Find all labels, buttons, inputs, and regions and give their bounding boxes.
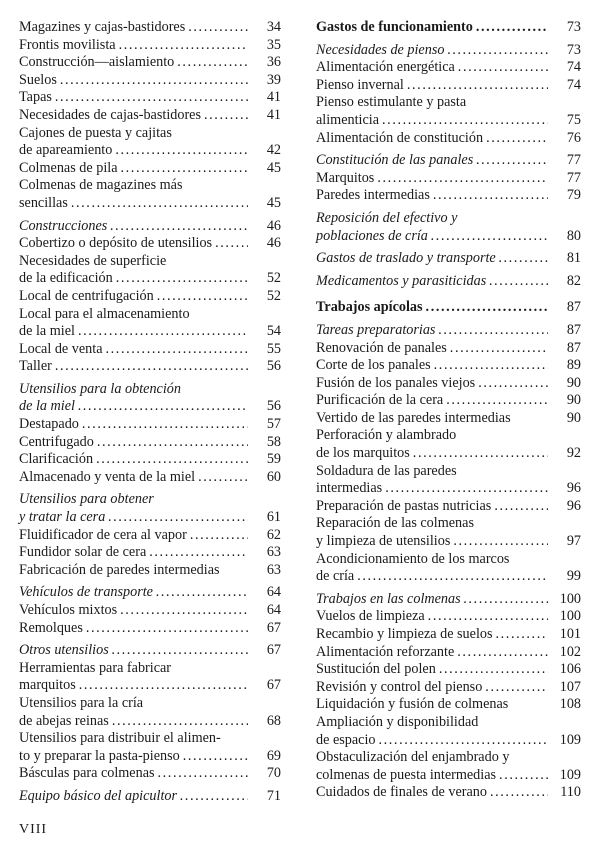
toc-entry-title: Alimentación de constitución bbox=[316, 129, 484, 146]
dot-leader bbox=[177, 54, 248, 72]
toc-entry bbox=[316, 299, 581, 317]
toc-page-number: 106 bbox=[559, 661, 581, 678]
toc-entry-title: Renovación de panales bbox=[316, 339, 447, 356]
toc-entry bbox=[316, 130, 581, 148]
dot-leader bbox=[180, 788, 248, 806]
toc-page-number: 108 bbox=[559, 696, 581, 713]
toc-page-number: 90 bbox=[566, 409, 581, 426]
toc-entry bbox=[19, 381, 281, 416]
toc-entry-title: de la edificación bbox=[19, 270, 113, 287]
toc-entry-title: Herramientas para fabricar bbox=[19, 659, 172, 676]
dot-leader bbox=[486, 130, 548, 148]
toc-entry bbox=[19, 358, 281, 376]
toc-page-number: 36 bbox=[266, 54, 281, 71]
dot-leader bbox=[110, 218, 248, 236]
toc-page-number: 35 bbox=[266, 36, 281, 53]
toc-entry bbox=[19, 730, 281, 765]
dot-leader bbox=[453, 533, 548, 551]
toc-page-number: 90 bbox=[566, 374, 581, 391]
dot-leader bbox=[204, 107, 248, 125]
toc-page-number: 75 bbox=[566, 111, 581, 128]
dot-leader bbox=[357, 568, 548, 586]
toc-page-number: 56 bbox=[266, 398, 281, 415]
dot-leader bbox=[433, 187, 548, 205]
toc-entry-title: Magazines y cajas-bastidores bbox=[19, 19, 186, 35]
toc-entry bbox=[19, 491, 281, 526]
toc-entry bbox=[316, 714, 581, 749]
dot-leader bbox=[188, 19, 248, 37]
toc-entry-title: Obstaculización del enjambrado y bbox=[316, 749, 510, 766]
toc-entry-title: Tapas bbox=[19, 89, 52, 106]
toc-page-number: 34 bbox=[266, 19, 281, 35]
toc-entry bbox=[316, 375, 581, 393]
toc-entry-title: Fusión de los panales viejos bbox=[316, 374, 476, 391]
toc-entry-title: Colmenas de magazines más bbox=[19, 177, 183, 194]
toc-entry-title: y limpieza de utensilios bbox=[316, 533, 451, 550]
toc-entry bbox=[19, 341, 281, 359]
toc-entry bbox=[19, 218, 281, 236]
toc-entry bbox=[316, 696, 581, 714]
toc-entry-title: Utensilios para la cría bbox=[19, 694, 144, 711]
toc-page-number: 52 bbox=[266, 287, 281, 304]
toc-entry-title: Trabajos en las colmenas bbox=[316, 590, 461, 607]
toc-entry bbox=[19, 660, 281, 695]
toc-page-number: 41 bbox=[266, 89, 281, 106]
toc-entry-title: Utensilios para la obtención bbox=[19, 380, 181, 397]
dot-leader bbox=[464, 591, 548, 609]
toc-entry-title: sencillas bbox=[19, 194, 68, 211]
toc-entry-title: Paredes intermedias bbox=[316, 187, 430, 204]
toc-entry-title: Suelos bbox=[19, 71, 57, 88]
toc-entry-title: Utensilios para obtener bbox=[19, 491, 154, 508]
dot-leader bbox=[183, 748, 248, 766]
dot-leader bbox=[120, 602, 248, 620]
toc-entry-title: colmenas de puesta intermedias bbox=[316, 766, 497, 783]
toc-page-number: 59 bbox=[266, 451, 281, 468]
toc-entry-title: Ampliación y disponibilidad bbox=[316, 713, 479, 730]
toc-page-number: 87 bbox=[566, 321, 581, 338]
toc-page-number: 73 bbox=[566, 41, 581, 58]
toc-entry bbox=[19, 451, 281, 469]
toc-entry bbox=[316, 19, 581, 37]
toc-entry bbox=[316, 187, 581, 205]
toc-left-column bbox=[19, 19, 281, 806]
toc-page-number: 92 bbox=[566, 445, 581, 462]
dot-leader bbox=[112, 713, 248, 731]
dot-leader bbox=[457, 644, 548, 662]
toc-entry-title: Purificación de la cera bbox=[316, 392, 444, 409]
toc-entry bbox=[316, 77, 581, 95]
toc-entry bbox=[19, 235, 281, 253]
toc-page-number: 46 bbox=[266, 235, 281, 252]
toc-entry bbox=[316, 410, 581, 428]
dot-leader bbox=[431, 228, 548, 246]
toc-entry-title: Cuidados de finales de verano bbox=[316, 784, 487, 801]
dot-leader bbox=[413, 445, 548, 463]
toc-entry bbox=[316, 427, 581, 462]
toc-page-number: 71 bbox=[266, 787, 281, 804]
toc-entry-title: Trabajos apícolas bbox=[316, 299, 423, 316]
dot-leader bbox=[446, 392, 548, 410]
dot-leader bbox=[407, 77, 548, 95]
dot-leader bbox=[149, 544, 248, 562]
toc-entry-title: Centrifugado bbox=[19, 433, 94, 450]
toc-page-number: 101 bbox=[559, 626, 581, 642]
dot-leader bbox=[108, 509, 248, 527]
dot-leader bbox=[115, 142, 248, 160]
toc-entry-title: Local de centrifugación bbox=[19, 287, 154, 304]
dot-leader bbox=[438, 322, 548, 340]
dot-leader bbox=[78, 398, 248, 416]
toc-page-number: 46 bbox=[266, 217, 281, 234]
toc-page-number: 42 bbox=[266, 142, 281, 159]
toc-entry-title: Soldadura de las paredes bbox=[316, 462, 457, 479]
toc-entry-title: Liquidación y fusión de colmenas bbox=[316, 696, 509, 713]
toc-entry-title: Tareas preparatorias bbox=[316, 321, 436, 338]
toc-entry-title: Sustitución del polen bbox=[316, 661, 436, 678]
toc-page-number: 90 bbox=[566, 392, 581, 409]
toc-entry-title: poblaciones de cría bbox=[316, 227, 428, 244]
toc-entry bbox=[19, 177, 281, 212]
toc-entry bbox=[19, 602, 281, 620]
toc-entry-title: Necesidades de cajas-bastidores bbox=[19, 106, 201, 123]
toc-page-number: 67 bbox=[266, 642, 281, 659]
dot-leader bbox=[458, 59, 548, 77]
dot-leader bbox=[119, 37, 248, 55]
toc-page-number: 74 bbox=[566, 59, 581, 76]
dot-leader bbox=[86, 620, 248, 638]
toc-entry-title: Fabricación de paredes intermedias bbox=[19, 561, 220, 578]
toc-page-number: 77 bbox=[566, 152, 581, 169]
dot-leader bbox=[476, 19, 548, 37]
toc-entry bbox=[19, 562, 281, 580]
toc-page-number: 82 bbox=[566, 272, 581, 289]
dot-leader bbox=[378, 732, 548, 750]
toc-page-number: 77 bbox=[566, 169, 581, 186]
toc-entry-title: Vuelos de limpieza bbox=[316, 608, 425, 625]
toc-entry-title: de abejas reinas bbox=[19, 712, 109, 729]
toc-entry-title: Necesidades de pienso bbox=[316, 41, 445, 58]
toc-entry bbox=[316, 357, 581, 375]
toc-entry-title: Reparación de las colmenas bbox=[316, 515, 474, 532]
toc-page-number: 45 bbox=[266, 159, 281, 176]
toc-entry-title: Constitución de las panales bbox=[316, 152, 474, 169]
toc-entry bbox=[19, 306, 281, 341]
toc-page-number: 55 bbox=[266, 340, 281, 357]
toc-entry-title: Pienso estimulante y pasta bbox=[316, 94, 467, 111]
toc-entry-title: Local para el almacenamiento bbox=[19, 305, 190, 322]
toc-entry-title: Vehículos de transporte bbox=[19, 584, 153, 601]
toc-entry bbox=[19, 37, 281, 55]
toc-page-number: 89 bbox=[566, 357, 581, 374]
toc-entry bbox=[19, 54, 281, 72]
toc-page-number: 100 bbox=[559, 608, 581, 625]
toc-entry-title: Almacenado y venta de la miel bbox=[19, 468, 196, 485]
toc-page-number: 109 bbox=[559, 766, 581, 783]
toc-entry-title: Marquitos bbox=[316, 169, 375, 186]
toc-entry bbox=[19, 642, 281, 660]
toc-entry-title: Perforación y alambrado bbox=[316, 427, 457, 444]
dot-leader bbox=[157, 288, 248, 306]
toc-entry bbox=[19, 125, 281, 160]
toc-entry bbox=[19, 544, 281, 562]
toc-entry-title: Cobertizo o depósito de utensilios bbox=[19, 235, 213, 252]
toc-entry-title: Básculas para colmenas bbox=[19, 765, 155, 782]
toc-page-number: 61 bbox=[266, 509, 281, 526]
dot-leader bbox=[78, 323, 248, 341]
toc-entry-title: Equipo básico del apicultor bbox=[19, 787, 178, 804]
toc-page-number: 64 bbox=[266, 584, 281, 601]
dot-leader bbox=[71, 195, 248, 213]
dot-leader bbox=[190, 527, 248, 545]
toc-entry-title: Remolques bbox=[19, 619, 83, 636]
toc-entry bbox=[19, 434, 281, 452]
toc-page-number: 97 bbox=[566, 533, 581, 550]
toc-entry bbox=[19, 695, 281, 730]
toc-page-number: 67 bbox=[266, 677, 281, 694]
toc-page-number: 76 bbox=[566, 129, 581, 146]
dot-leader bbox=[60, 72, 248, 90]
toc-page-number: 80 bbox=[566, 227, 581, 244]
toc-entry-title: Clarificación bbox=[19, 451, 94, 468]
toc-entry bbox=[316, 515, 581, 550]
toc-entry bbox=[19, 19, 281, 37]
page-folio: VIII bbox=[19, 822, 48, 837]
dot-leader bbox=[82, 416, 248, 434]
toc-entry bbox=[19, 72, 281, 90]
dot-leader bbox=[489, 273, 548, 291]
dot-leader bbox=[55, 89, 248, 107]
toc-entry bbox=[316, 608, 581, 626]
toc-entry bbox=[316, 626, 581, 644]
toc-entry bbox=[316, 59, 581, 77]
toc-page-number: 74 bbox=[566, 76, 581, 93]
toc-entry-title: Corte de los panales bbox=[316, 357, 431, 374]
toc-page-number: 62 bbox=[266, 526, 281, 543]
toc-page-number: 102 bbox=[559, 643, 581, 660]
dot-leader bbox=[447, 42, 548, 60]
toc-entry-title: Recambio y limpieza de suelos bbox=[316, 626, 493, 642]
toc-entry bbox=[19, 469, 281, 487]
toc-entry-title: Fluidificador de cera al vapor bbox=[19, 526, 187, 543]
toc-entry-title: Local de venta bbox=[19, 340, 103, 357]
dot-leader bbox=[97, 434, 248, 452]
toc-entry bbox=[316, 749, 581, 784]
toc-entry-title: Utensilios para distribuir el alimen- bbox=[19, 730, 221, 747]
toc-entry-title: Preparación de pastas nutricias bbox=[316, 497, 492, 514]
toc-entry-title: y tratar la cera bbox=[19, 509, 106, 526]
toc-entry bbox=[316, 392, 581, 410]
toc-entry-title: alimenticia bbox=[316, 111, 380, 128]
dot-leader bbox=[158, 765, 248, 783]
toc-entry-title: marquitos bbox=[19, 677, 76, 694]
toc-entry bbox=[19, 765, 281, 783]
dot-leader bbox=[198, 469, 248, 487]
toc-entry bbox=[19, 160, 281, 178]
dot-leader bbox=[496, 626, 548, 644]
toc-entry bbox=[19, 788, 281, 806]
toc-page-number: 67 bbox=[266, 619, 281, 636]
toc-page-number: 39 bbox=[266, 71, 281, 88]
toc-right-column bbox=[316, 19, 581, 802]
dot-leader bbox=[112, 642, 248, 660]
toc-entry-title: to y preparar la pasta-pienso bbox=[19, 747, 180, 764]
toc-entry-title: Gastos de traslado y transporte bbox=[316, 250, 496, 267]
toc-entry-title: Otros utensilios bbox=[19, 642, 109, 659]
toc-entry-title: Alimentación reforzante bbox=[316, 643, 455, 660]
toc-entry bbox=[316, 591, 581, 609]
toc-entry-title: intermedias bbox=[316, 480, 383, 497]
toc-entry bbox=[19, 416, 281, 434]
toc-entry-title: Colmenas de pila bbox=[19, 159, 118, 176]
toc-page-number: 64 bbox=[266, 602, 281, 618]
toc-page-number: 81 bbox=[566, 250, 581, 267]
toc-entry bbox=[316, 340, 581, 358]
dot-leader bbox=[106, 341, 248, 359]
toc-entry bbox=[316, 210, 581, 245]
toc-page-number: 79 bbox=[566, 187, 581, 204]
toc-page-number: 109 bbox=[559, 731, 581, 748]
toc-entry-title: de los marquitos bbox=[316, 445, 410, 462]
toc-page-number: 45 bbox=[266, 194, 281, 211]
toc-entry-title: Frontis movilista bbox=[19, 36, 116, 53]
toc-entry-title: Taller bbox=[19, 358, 52, 375]
toc-page-number: 87 bbox=[566, 339, 581, 356]
toc-entry bbox=[316, 273, 581, 291]
dot-leader bbox=[434, 357, 548, 375]
toc-entry-title: Vehículos mixtos bbox=[19, 602, 118, 618]
toc-entry-title: Vertido de las paredes intermedias bbox=[316, 409, 511, 426]
toc-entry-title: Alimentación energética bbox=[316, 59, 455, 76]
dot-leader bbox=[499, 250, 548, 268]
dot-leader bbox=[121, 160, 248, 178]
dot-leader bbox=[96, 451, 248, 469]
toc-entry bbox=[316, 42, 581, 60]
toc-entry bbox=[19, 253, 281, 288]
toc-page-number: 107 bbox=[559, 678, 581, 695]
toc-entry-title: Acondicionamiento de los marcos bbox=[316, 550, 510, 567]
toc-entry bbox=[316, 170, 581, 188]
toc-entry bbox=[19, 288, 281, 306]
toc-page-number: 96 bbox=[566, 497, 581, 514]
toc-entry-title: Construcciones bbox=[19, 217, 108, 234]
toc-entry bbox=[19, 107, 281, 125]
toc-page-number: 54 bbox=[266, 323, 281, 340]
toc-entry-title: Reposición del efectivo y bbox=[316, 209, 458, 226]
toc-entry bbox=[316, 250, 581, 268]
toc-page-number: 63 bbox=[266, 561, 281, 578]
toc-page-number: 58 bbox=[266, 433, 281, 450]
dot-leader bbox=[439, 661, 548, 679]
toc-entry-title: Destapado bbox=[19, 416, 79, 433]
toc-entry bbox=[316, 784, 581, 802]
dot-leader bbox=[79, 677, 248, 695]
toc-entry-title: de cría bbox=[316, 568, 355, 585]
toc-entry-title: Medicamentos y parasiticidas bbox=[316, 272, 487, 289]
toc-entry-title: de la miel bbox=[19, 398, 75, 415]
toc-entry bbox=[316, 661, 581, 679]
toc-page-number: 69 bbox=[266, 747, 281, 764]
toc-page-number: 68 bbox=[266, 712, 281, 729]
dot-leader bbox=[494, 498, 548, 516]
dot-leader bbox=[377, 170, 548, 188]
toc-page-number: 63 bbox=[266, 544, 281, 561]
toc-entry-title: Pienso invernal bbox=[316, 76, 404, 93]
toc-page-number: 57 bbox=[266, 416, 281, 433]
toc-entry bbox=[316, 94, 581, 129]
toc-page-number: 87 bbox=[566, 299, 581, 316]
toc-entry bbox=[316, 322, 581, 340]
toc-entry-title: de espacio bbox=[316, 731, 376, 748]
toc-entry bbox=[19, 620, 281, 638]
toc-entry bbox=[316, 152, 581, 170]
dot-leader bbox=[55, 358, 248, 376]
dot-leader bbox=[116, 270, 248, 288]
toc-page-number: 60 bbox=[266, 468, 281, 485]
toc-entry bbox=[19, 89, 281, 107]
toc-page-number: 100 bbox=[559, 590, 581, 607]
toc-entry-title: Gastos de funcionamiento bbox=[316, 19, 473, 35]
toc-entry-title: Construcción—aislamiento bbox=[19, 54, 175, 71]
dot-leader bbox=[499, 767, 548, 785]
toc-page-number: 99 bbox=[566, 568, 581, 585]
toc-page-number: 56 bbox=[266, 358, 281, 375]
toc-page-number: 41 bbox=[266, 106, 281, 123]
toc-entry bbox=[316, 551, 581, 586]
dot-leader bbox=[490, 784, 548, 802]
toc-entry-title: Fundidor solar de cera bbox=[19, 544, 147, 561]
toc-page-number: 70 bbox=[266, 765, 281, 782]
dot-leader bbox=[382, 112, 548, 130]
dot-leader bbox=[385, 480, 548, 498]
dot-leader bbox=[156, 584, 248, 602]
dot-leader bbox=[426, 299, 548, 317]
toc-page-number: 96 bbox=[566, 480, 581, 497]
toc-entry-title: de apareamiento bbox=[19, 142, 113, 159]
toc-entry bbox=[19, 527, 281, 545]
dot-leader bbox=[450, 340, 548, 358]
toc-entry-title: Revisión y control del pienso bbox=[316, 678, 483, 695]
toc-entry bbox=[316, 498, 581, 516]
dot-leader bbox=[485, 679, 548, 697]
toc-entry-title: Necesidades de superficie bbox=[19, 252, 167, 269]
toc-entry bbox=[316, 463, 581, 498]
toc-entry-title: Cajones de puesta y cajitas bbox=[19, 124, 172, 141]
dot-leader bbox=[428, 608, 548, 626]
dot-leader bbox=[476, 152, 548, 170]
toc-entry bbox=[19, 584, 281, 602]
dot-leader bbox=[215, 235, 248, 253]
toc-entry bbox=[316, 644, 581, 662]
toc-page-number: 110 bbox=[560, 784, 581, 801]
toc-page-number: 73 bbox=[566, 19, 581, 35]
toc-entry-title: de la miel bbox=[19, 323, 75, 340]
dot-leader bbox=[478, 375, 548, 393]
toc-page-number: 52 bbox=[266, 270, 281, 287]
toc-entry bbox=[316, 679, 581, 697]
